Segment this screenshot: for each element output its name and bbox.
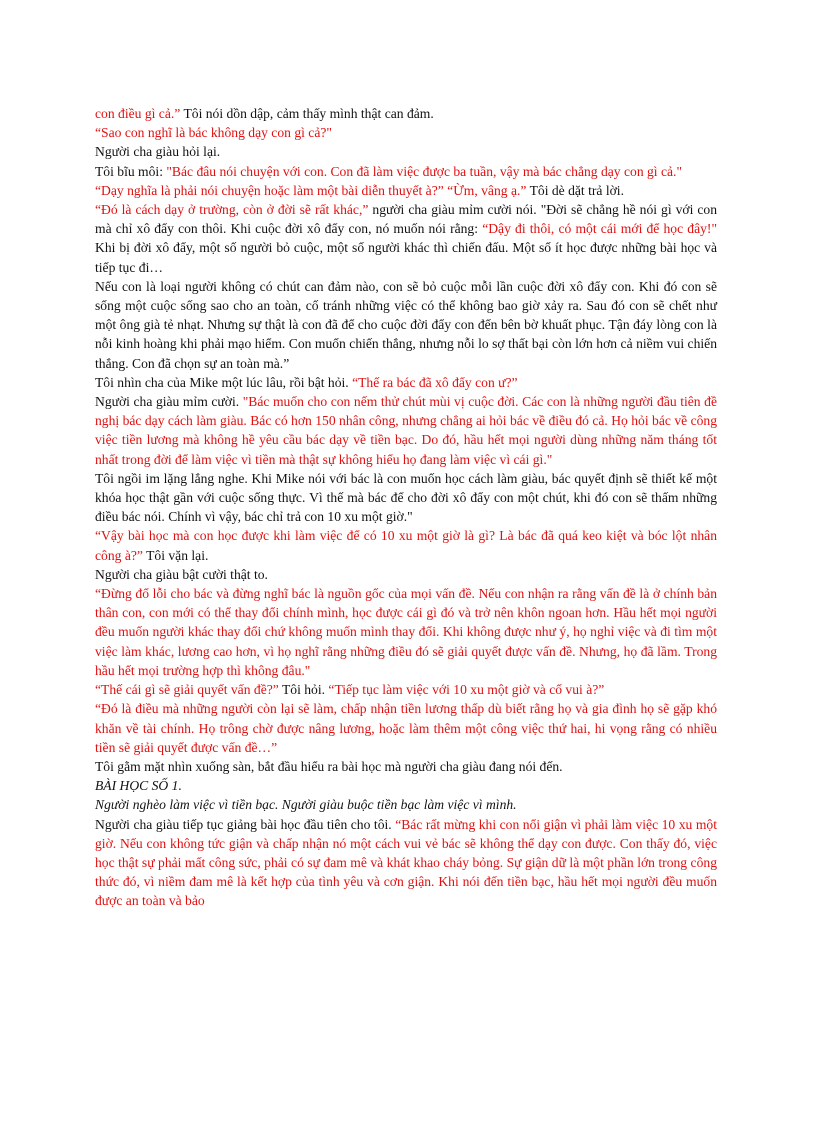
quote-text: con điều gì cả.” xyxy=(95,106,181,121)
narration-text: Nếu con là loại người không có chút can đảm nào, con sẽ bỏ cuộc mỗi lần cuộc đời xô đẩy con. Khi đó con sẽ sống một cuộc sống sao cho an toàn, cố tránh những việc có thể không bao giờ xảy ra. Sau đó con sẽ chết như một ông già tẻ nhạt. Nhưng sự thật là con đã để cho cuộc đời đẩy con đến bên bờ khuất phục. Tận đáy lòng con là nỗi kinh hoàng khi phải mạo hiểm. Con muốn chiến thắng, nhưng nỗi lo sợ thất bại còn lớn hơn cả niềm vui chiến thắng. Con đã chọn sự an toàn mà.” xyxy=(95,278,717,371)
paragraph xyxy=(95,373,717,392)
lesson-heading xyxy=(95,776,717,795)
quote-text: “Sao con nghĩ là bác không dạy con gì cả?" xyxy=(95,125,332,141)
paragraph xyxy=(95,584,717,680)
paragraph xyxy=(95,162,717,181)
paragraph xyxy=(95,200,717,277)
quote-text: “Vậy bài học mà con học được khi làm việc để có 10 xu một giờ là gì? Là bác đã quá keo kiệt và bóc lột nhân công à?” xyxy=(95,528,717,563)
narration-text: Người cha giàu hỏi lại. xyxy=(95,144,221,160)
narration-text: Tôi ngồi im lặng lắng nghe. Khi Mike nói với bác là con muốn học cách làm giàu, bác quyết định sẽ thiết kế một khóa học thật gần với cuộc sống thực. Vì thế mà bác để cho đời xô đẩy con một chút, khi đó con sẽ thấm những điều bác nói. Chính vì vậy, bác chỉ trả con 10 xu một giờ." xyxy=(95,470,717,525)
narration-text: Người cha giàu tiếp tục giảng bài học đầu tiên cho tôi. xyxy=(95,816,396,832)
quote-text: “Đừng đổ lỗi cho bác và đừng nghĩ bác là nguồn gốc của mọi vấn đề. Nếu con nhận ra rằng vấn đề là ở chính bản thân con, con mới có thể thay đổi chính mình, học được cái gì đó và trở nên khôn ngoan hơn. Hầu hết mọi người đều muốn người khác thay đổi chứ không muốn mình thay đổi. Khi không được như ý, họ nghỉ việc và đi tìm một việc làm khác, lương cao hơn, vì họ nghĩ rằng những điều đó sẽ giải quyết được vấn đề. Nhưng, họ đã lầm. Trong hầu hết mọi trường hợp thì không đâu." xyxy=(95,586,717,678)
paragraph xyxy=(95,757,717,776)
narration-text: Khi bị đời xô đẩy, một số người bỏ cuộc, một số người khác thì chiến đấu. Một số ít học được những bài học và tiếp tục đi… xyxy=(95,240,717,275)
quote-text: “Bác rất mừng khi con nổi giận vì phải làm việc 10 xu một giờ. Nếu con không tức giận và chấp nhận nó một cách vui vẻ bác sẽ không thể dạy con được. Con thấy đó, việc học thật sự phải mất công sức, phải có sự đam mê và khát khao cháy bỏng. Sự giận dữ là một phần lớn trong công thức đó, vì niềm đam mê là kết hợp của tình yêu và cơn giận. Khi nói đến tiền bạc, hầu hết mọi người đều muốn được an toàn và bảo xyxy=(95,816,717,909)
paragraph xyxy=(95,699,717,757)
paragraph xyxy=(95,815,717,911)
paragraph xyxy=(95,104,717,123)
narration-text: Tôi vặn lại. xyxy=(142,547,209,563)
quote-text: “Tiếp tục làm việc với 10 xu một giờ và cố vui à?” xyxy=(328,682,605,698)
paragraph xyxy=(95,181,717,200)
quote-text: “Thế cái gì sẽ giải quyết vấn đề?” xyxy=(95,682,279,698)
lesson-heading xyxy=(95,795,717,814)
narration-text: BÀI HỌC SỐ 1. xyxy=(95,778,182,794)
narration-text: Tôi nói dồn dập, cảm thấy mình thật can đảm. xyxy=(180,106,434,121)
quote-text: "Bác muốn cho con nếm thử chút mùi vị cuộc đời. Các con là những người đầu tiên đề nghị bác dạy cách làm giàu. Bác có hơn 150 nhân công, nhưng chẳng ai hỏi bác về điều đó cả. Họ hỏi bác về công việc tiền lương mà không hề yêu cầu bác dạy về tiền bạc. Do đó, hầu hết mọi người dùng những năm tháng tốt nhất trong đời để làm việc vì tiền mà thật sự không hiểu họ đang làm việc vì cái gì." xyxy=(95,394,717,467)
quote-text: “Đó là cách dạy ở trường, còn ở đời sẽ rất khác,” xyxy=(95,202,369,218)
narration-text: Tôi dè dặt trả lời. xyxy=(526,182,624,198)
paragraph xyxy=(95,469,717,527)
narration-text: Người nghèo làm việc vì tiền bạc. Người giàu buộc tiền bạc làm việc vì mình. xyxy=(95,797,517,813)
quote-text: “Dậy đi thôi, có một cái mới để học đây!" xyxy=(482,221,717,237)
quote-text: “Dạy nghĩa là phải nói chuyện hoặc làm một bài diễn thuyết à?” “Ừm, vâng ạ.” xyxy=(95,182,527,198)
quote-text: "Bác đâu nói chuyện với con. Con đã làm việc được ba tuần, vậy mà bác chẳng dạy con gì cả." xyxy=(166,163,683,179)
paragraph xyxy=(95,142,717,161)
paragraph xyxy=(95,565,717,584)
narration-text: Người cha giàu mỉm cười. xyxy=(95,394,243,410)
narration-text: Tôi bĩu môi: xyxy=(95,163,167,179)
paragraph xyxy=(95,680,717,699)
paragraph xyxy=(95,526,717,564)
narration-text: người cha giàu mỉm cười nói. "Đời sẽ chẳng hề nói gì với con mà chỉ xô đẩy con thôi. Khi cuộc đời xô đẩy con, nó muốn nói rằng: xyxy=(95,202,717,237)
document-page xyxy=(95,104,717,911)
narration-text: Tôi nhìn cha của Mike một lúc lâu, rồi bật hỏi. xyxy=(95,374,353,390)
quote-text: “Thế ra bác đã xô đẩy con ư?” xyxy=(352,374,518,390)
narration-text: Tôi hỏi. xyxy=(278,682,329,698)
paragraph xyxy=(95,277,717,373)
narration-text: Tôi gằm mặt nhìn xuống sàn, bắt đầu hiểu ra bài học mà người cha giàu đang nói đến. xyxy=(95,758,563,774)
paragraph xyxy=(95,123,717,142)
narration-text: Người cha giàu bật cười thật to. xyxy=(95,566,268,582)
paragraph xyxy=(95,392,717,469)
quote-text: “Đó là điều mà những người còn lại sẽ làm, chấp nhận tiền lương thấp dù biết rằng họ và gia đình họ sẽ gặp khó khăn về tài chính. Họ trông chờ được nâng lương, hoặc làm thêm một công việc thứ hai, hi vọng rằng có nhiều tiền sẽ giải quyết được vấn đề…” xyxy=(95,701,717,755)
